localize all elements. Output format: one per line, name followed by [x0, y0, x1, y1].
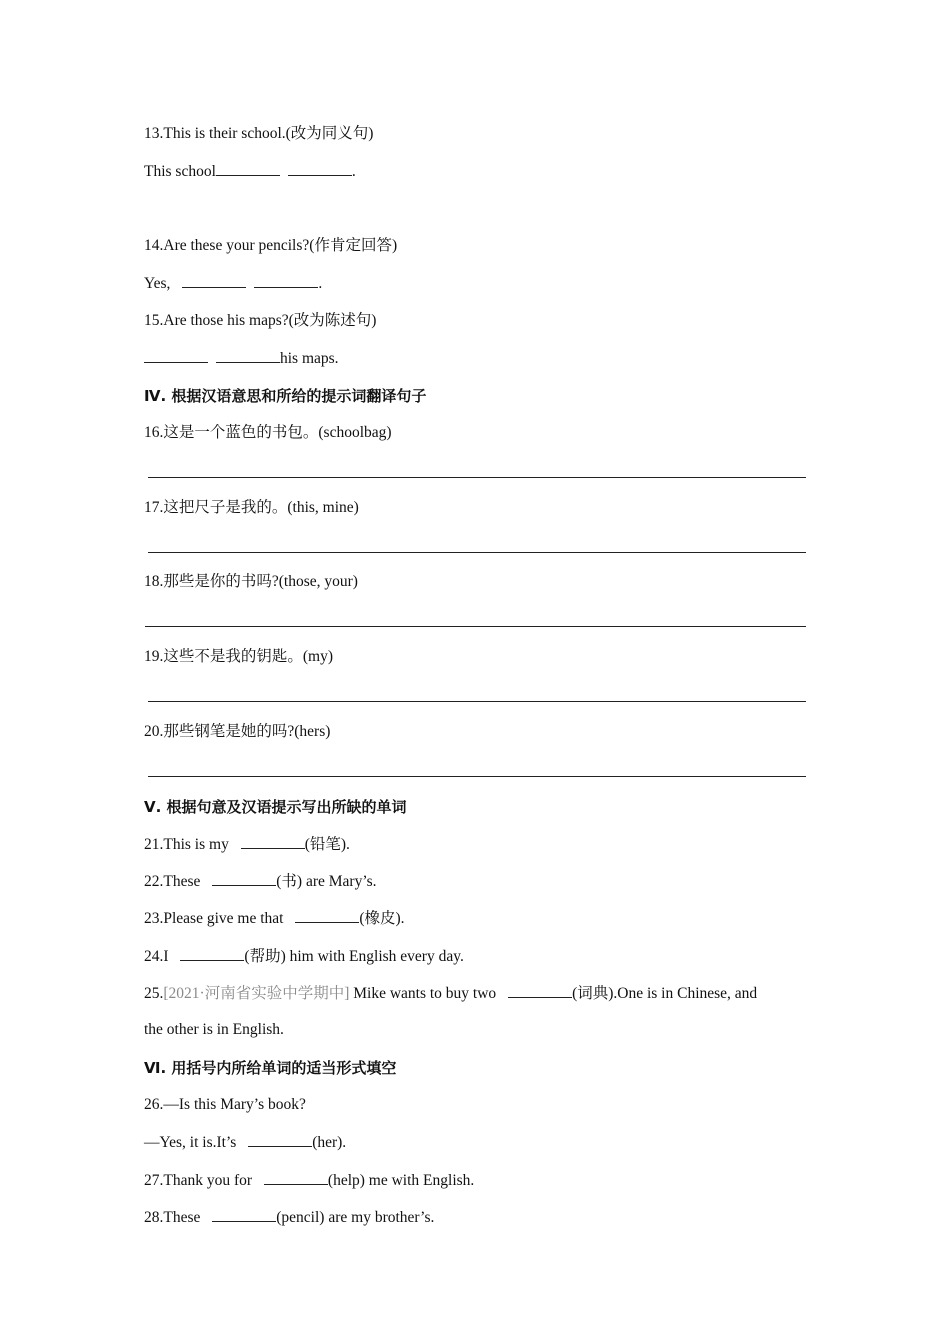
question-15-answer-line — [144, 348, 339, 369]
answer-line-20[interactable] — [148, 776, 806, 777]
answer-suffix: his maps. — [280, 350, 339, 367]
section-4-heading: Ⅳ. 根据汉语意思和所给的提示词翻译句子 — [144, 387, 427, 405]
text-after-blank: (铅笔). — [304, 836, 350, 853]
text-before-blank: 21.This is my — [144, 836, 233, 853]
answer-blank[interactable] — [144, 348, 208, 363]
question-26-line-1: 26.—Is this Mary’s book? — [144, 1096, 306, 1113]
question-13-prompt: 13.This is their school.(改为同义句) — [144, 125, 374, 142]
answer-suffix: . — [351, 163, 356, 180]
answer-blank[interactable] — [288, 161, 352, 176]
answer-prefix: This school — [144, 163, 216, 180]
text-after-blank: (her). — [312, 1134, 347, 1151]
question-18-prompt: 18.那些是你的书吗?(those, your) — [144, 573, 358, 590]
text-before-blank: 23.Please give me that — [144, 910, 288, 927]
question-22 — [144, 871, 377, 892]
text-before-blank: Mike wants to buy two — [349, 985, 501, 1002]
answer-suffix: . — [318, 275, 323, 292]
answer-blank[interactable] — [248, 1132, 312, 1147]
question-20-prompt: 20.那些钢笔是她的吗?(hers) — [144, 723, 331, 740]
answer-line-19[interactable] — [148, 701, 806, 702]
question-28 — [144, 1207, 434, 1228]
section-6-heading: Ⅵ. 用括号内所给单词的适当形式填空 — [144, 1059, 397, 1077]
text-after-blank: (橡皮). — [359, 910, 405, 927]
answer-line-17[interactable] — [148, 552, 806, 553]
question-17-prompt: 17.这把尺子是我的。(this, mine) — [144, 499, 359, 516]
text-before-blank: 27.Thank you for — [144, 1172, 256, 1189]
section-5-heading: Ⅴ. 根据句意及汉语提示写出所缺的单词 — [144, 798, 407, 816]
question-19-prompt: 19.这些不是我的钥匙。(my) — [144, 648, 334, 665]
answer-blank[interactable] — [216, 161, 280, 176]
question-26-line-2 — [144, 1132, 346, 1153]
answer-blank[interactable] — [212, 1207, 276, 1222]
answer-line-18[interactable] — [145, 626, 806, 627]
text-after-blank: (pencil) are my brother’s. — [276, 1209, 435, 1226]
answer-blank[interactable] — [254, 273, 318, 288]
answer-blank[interactable] — [212, 871, 276, 886]
question-25-line-1 — [144, 983, 757, 1004]
text-after-blank: (书) are Mary’s. — [276, 873, 377, 890]
answer-blank[interactable] — [182, 273, 246, 288]
question-13-answer-line — [144, 161, 356, 182]
text-before-blank: 22.These — [144, 873, 205, 890]
question-25-line-2: the other is in English. — [144, 1021, 284, 1038]
text-before-blank: 28.These — [144, 1209, 205, 1226]
text-after-blank: (help) me with English. — [327, 1172, 475, 1189]
question-15-prompt: 15.Are those his maps?(改为陈述句) — [144, 312, 377, 329]
question-14-prompt: 14.Are these your pencils?(作肯定回答) — [144, 237, 398, 254]
question-24 — [144, 946, 464, 967]
answer-blank[interactable] — [241, 834, 305, 849]
answer-blank[interactable] — [180, 946, 244, 961]
text-before-blank: —Yes, it is.It’s — [144, 1134, 241, 1151]
text-before-blank: 24.I — [144, 948, 173, 965]
answer-blank[interactable] — [508, 983, 572, 998]
text-after-blank: (词典).One is in Chinese, and — [572, 985, 758, 1002]
question-16-prompt: 16.这是一个蓝色的书包。(schoolbag) — [144, 424, 392, 441]
question-number: 25. — [144, 985, 164, 1002]
answer-blank[interactable] — [264, 1170, 328, 1185]
question-21 — [144, 834, 350, 855]
answer-line-16[interactable] — [148, 477, 806, 478]
question-27 — [144, 1170, 474, 1191]
question-23 — [144, 908, 405, 929]
source-tag: [2021·河南省实验中学期中] — [163, 985, 350, 1002]
question-14-answer-line — [144, 273, 322, 294]
text-after-blank: (帮助) him with English every day. — [244, 948, 464, 965]
answer-blank[interactable] — [216, 348, 280, 363]
answer-blank[interactable] — [295, 908, 359, 923]
answer-prefix: Yes, — [144, 275, 175, 292]
